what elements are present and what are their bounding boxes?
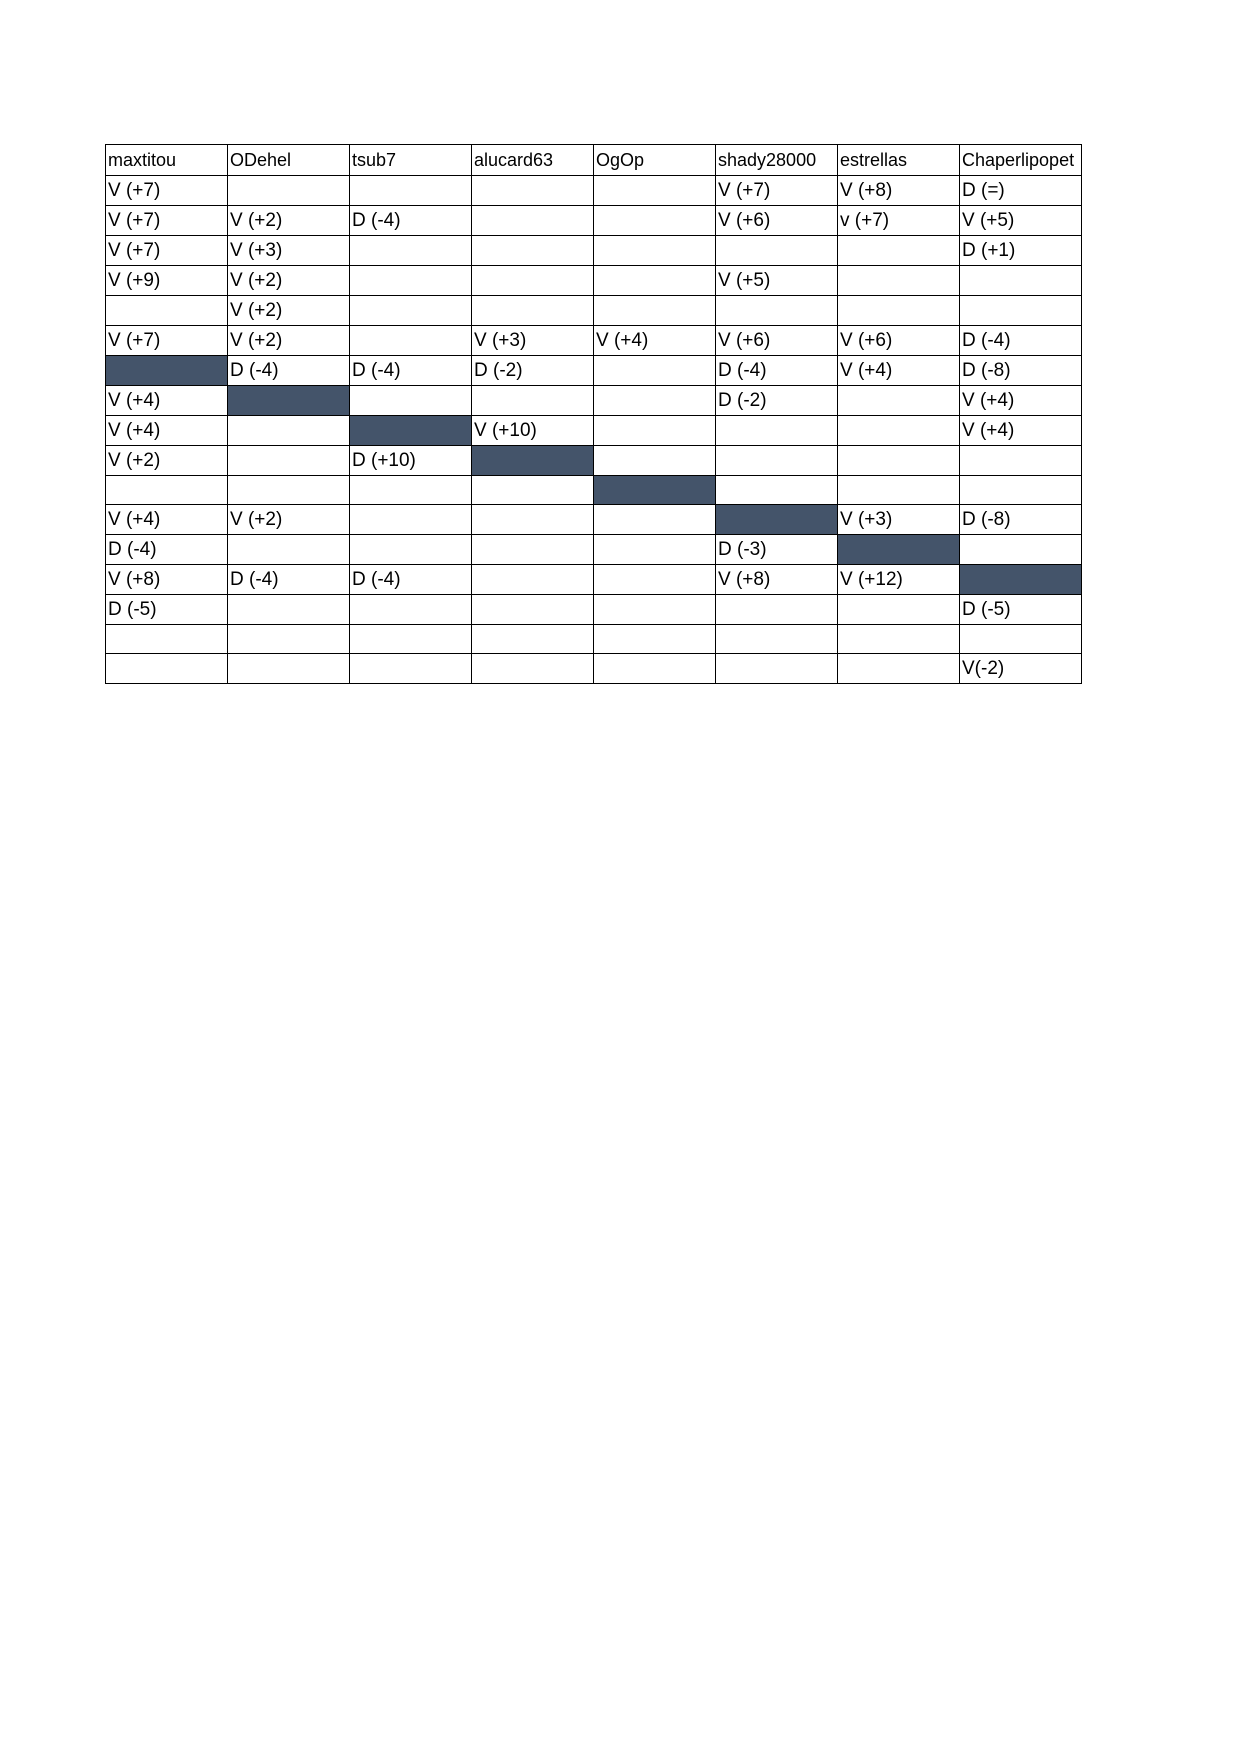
table-cell <box>106 476 228 505</box>
table-cell <box>594 446 716 476</box>
table-cell: D (+10) <box>350 446 472 476</box>
table-cell <box>716 595 838 625</box>
table-cell <box>838 595 960 625</box>
table-cell <box>472 296 594 326</box>
table-cell: V(-2) <box>960 654 1082 684</box>
table-cell <box>594 416 716 446</box>
table-cell: V (+12) <box>838 565 960 595</box>
table-cell <box>228 176 350 206</box>
table-cell <box>960 476 1082 505</box>
table-cell: V (+2) <box>106 446 228 476</box>
shaded-cell <box>838 535 960 565</box>
table-cell <box>472 565 594 595</box>
table-cell: V (+8) <box>106 565 228 595</box>
table-cell: V (+9) <box>106 266 228 296</box>
table-cell <box>838 446 960 476</box>
table-cell <box>350 326 472 356</box>
table-row <box>106 386 1082 416</box>
table-cell <box>350 236 472 266</box>
table-cell: V (+3) <box>228 236 350 266</box>
table-row <box>106 206 1082 236</box>
shaded-cell <box>472 446 594 476</box>
table-cell: D (-4) <box>106 535 228 565</box>
table-cell <box>228 535 350 565</box>
table-cell: V (+2) <box>228 505 350 535</box>
table-row <box>106 565 1082 595</box>
table-cell <box>350 625 472 654</box>
table-cell: V (+7) <box>106 326 228 356</box>
table-cell <box>594 356 716 386</box>
table-cell: V (+4) <box>594 326 716 356</box>
table-cell <box>960 296 1082 326</box>
table-cell: V (+4) <box>106 386 228 416</box>
table-cell: V (+7) <box>106 236 228 266</box>
table-cell: D (-4) <box>350 356 472 386</box>
table-cell: V (+3) <box>472 326 594 356</box>
table-cell: V (+7) <box>106 206 228 236</box>
table-cell <box>838 625 960 654</box>
shaded-cell <box>106 356 228 386</box>
table-row <box>106 326 1082 356</box>
table-cell <box>594 386 716 416</box>
header-row <box>106 145 1082 176</box>
table-cell: V (+6) <box>716 206 838 236</box>
table-cell <box>960 446 1082 476</box>
table-cell <box>594 625 716 654</box>
table-row <box>106 236 1082 266</box>
table-cell <box>228 416 350 446</box>
header-cell: ODehel <box>228 145 350 176</box>
table-cell <box>838 416 960 446</box>
header-cell: alucard63 <box>472 145 594 176</box>
header-cell: OgOp <box>594 145 716 176</box>
table-cell: V (+6) <box>716 326 838 356</box>
table-cell <box>472 595 594 625</box>
table-cell: D (-5) <box>960 595 1082 625</box>
table-cell: V (+10) <box>472 416 594 446</box>
table-cell <box>594 236 716 266</box>
table-cell: V (+2) <box>228 326 350 356</box>
table-cell <box>228 625 350 654</box>
table-cell <box>228 476 350 505</box>
table-cell: V (+4) <box>106 505 228 535</box>
table-cell <box>472 476 594 505</box>
table-cell <box>838 476 960 505</box>
table-row <box>106 654 1082 684</box>
table-cell <box>594 296 716 326</box>
table-cell: V (+7) <box>716 176 838 206</box>
table-cell <box>716 476 838 505</box>
table-cell <box>350 176 472 206</box>
table-cell <box>106 654 228 684</box>
table-cell: D (-5) <box>106 595 228 625</box>
table-cell <box>472 535 594 565</box>
shaded-cell <box>350 416 472 446</box>
header-cell: Chaperlipopet <box>960 145 1082 176</box>
table-cell <box>472 505 594 535</box>
table-cell <box>594 654 716 684</box>
table-cell: D (-4) <box>228 565 350 595</box>
results-table <box>105 144 1082 684</box>
table-cell <box>472 176 594 206</box>
table-cell: V (+8) <box>838 176 960 206</box>
table-row <box>106 505 1082 535</box>
table-row <box>106 356 1082 386</box>
table-cell <box>838 654 960 684</box>
table-cell: D (-2) <box>472 356 594 386</box>
table-cell: V (+2) <box>228 296 350 326</box>
table-cell: D (+1) <box>960 236 1082 266</box>
table-cell <box>228 446 350 476</box>
table-cell <box>716 296 838 326</box>
table-cell <box>594 535 716 565</box>
table-cell <box>960 266 1082 296</box>
shaded-cell <box>716 505 838 535</box>
table-row <box>106 266 1082 296</box>
table-cell <box>472 266 594 296</box>
table-cell <box>594 176 716 206</box>
table-cell <box>350 595 472 625</box>
table-row <box>106 416 1082 446</box>
header-cell: shady28000 <box>716 145 838 176</box>
table-cell <box>838 386 960 416</box>
table-row <box>106 446 1082 476</box>
table-cell <box>472 236 594 266</box>
table-cell: D (-2) <box>716 386 838 416</box>
table-cell: D (-4) <box>960 326 1082 356</box>
shaded-cell <box>594 476 716 505</box>
table-cell <box>472 625 594 654</box>
table-cell <box>350 386 472 416</box>
table-cell: D (-8) <box>960 505 1082 535</box>
table-cell: V (+5) <box>960 206 1082 236</box>
table-cell: D (-4) <box>350 565 472 595</box>
table-cell: D (-3) <box>716 535 838 565</box>
table-cell <box>716 446 838 476</box>
header-cell: maxtitou <box>106 145 228 176</box>
table-cell <box>960 625 1082 654</box>
shaded-cell <box>960 565 1082 595</box>
table-cell: D (-4) <box>716 356 838 386</box>
table-cell <box>960 535 1082 565</box>
table-cell <box>472 654 594 684</box>
table-cell <box>472 386 594 416</box>
table-cell <box>228 595 350 625</box>
table-cell <box>350 654 472 684</box>
table-cell <box>350 266 472 296</box>
table-cell <box>716 236 838 266</box>
table-cell <box>228 654 350 684</box>
table-cell <box>106 296 228 326</box>
table-cell <box>472 206 594 236</box>
table-row <box>106 296 1082 326</box>
shaded-cell <box>228 386 350 416</box>
table-row <box>106 625 1082 654</box>
table-cell: V (+4) <box>106 416 228 446</box>
table-cell <box>594 565 716 595</box>
table-cell <box>594 266 716 296</box>
table-cell: V (+4) <box>960 386 1082 416</box>
table-cell: V (+4) <box>960 416 1082 446</box>
table-cell <box>594 505 716 535</box>
table-cell: V (+2) <box>228 266 350 296</box>
table-cell <box>350 296 472 326</box>
table-cell: V (+5) <box>716 266 838 296</box>
table-cell <box>106 625 228 654</box>
table-cell: v (+7) <box>838 206 960 236</box>
table-cell <box>716 625 838 654</box>
table-row <box>106 535 1082 565</box>
table-cell: V (+6) <box>838 326 960 356</box>
table-cell: D (-4) <box>228 356 350 386</box>
table-cell <box>350 476 472 505</box>
table-row <box>106 595 1082 625</box>
table-cell: D (=) <box>960 176 1082 206</box>
table-cell <box>838 266 960 296</box>
results-table-body <box>106 145 1082 684</box>
table-row <box>106 476 1082 505</box>
table-cell: V (+7) <box>106 176 228 206</box>
table-cell <box>716 416 838 446</box>
header-cell: estrellas <box>838 145 960 176</box>
table-cell <box>350 535 472 565</box>
table-cell: D (-4) <box>350 206 472 236</box>
table-cell <box>716 654 838 684</box>
table-cell: V (+4) <box>838 356 960 386</box>
table-cell: D (-8) <box>960 356 1082 386</box>
table-cell: V (+2) <box>228 206 350 236</box>
table-cell: V (+3) <box>838 505 960 535</box>
table-cell <box>594 206 716 236</box>
table-cell <box>838 296 960 326</box>
table-cell <box>838 236 960 266</box>
table-cell <box>594 595 716 625</box>
table-cell: V (+8) <box>716 565 838 595</box>
table-row <box>106 176 1082 206</box>
table-cell <box>350 505 472 535</box>
header-cell: tsub7 <box>350 145 472 176</box>
